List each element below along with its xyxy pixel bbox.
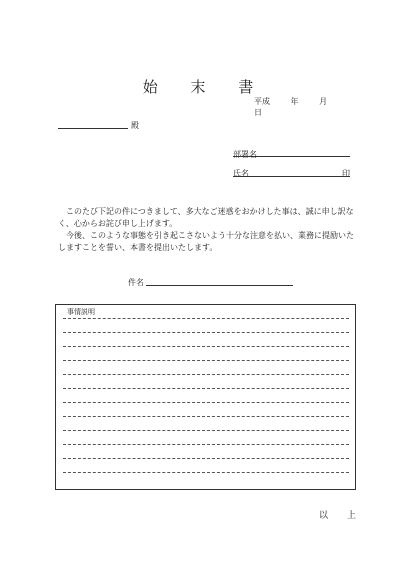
explanation-rule xyxy=(63,332,349,333)
date-year: 年 xyxy=(290,97,299,106)
department-label: 部署名 xyxy=(233,150,257,159)
department-blank-line xyxy=(233,156,350,157)
explanation-rule xyxy=(63,416,349,417)
date-month: 月 xyxy=(319,97,328,106)
closing-text: 以 上 xyxy=(319,511,364,521)
explanation-rule xyxy=(63,388,349,389)
document-title: 始 末 書 xyxy=(142,78,268,96)
explanation-rule xyxy=(63,374,349,375)
explanation-rule xyxy=(63,472,349,473)
explanation-rule xyxy=(63,360,349,361)
explanation-rule xyxy=(63,444,349,445)
name-blank-line xyxy=(233,176,350,177)
body-paragraph: このたび下記の件につきまして、多大なご迷惑をおかけした事は、誠に申し訳なく、心からお詫び申し上げます。 xyxy=(58,207,354,228)
addressee-suffix: 殿 xyxy=(131,121,139,130)
body-text xyxy=(58,206,358,254)
date-day: 日 xyxy=(254,108,262,117)
addressee-blank-line xyxy=(58,127,128,129)
explanation-label: 事情説明 xyxy=(67,308,95,316)
explanation-rule xyxy=(63,346,349,347)
seal-label: 印 xyxy=(342,169,350,178)
explanation-rule xyxy=(63,430,349,431)
date-era: 平成 xyxy=(254,97,270,106)
subject-blank-line xyxy=(146,285,293,286)
subject-label: 件名 xyxy=(128,278,144,287)
body-paragraph: 今後、このような事態を引き起こさないよう十分な注意を払い、業務に提励いたしますことを誓い、本書を提出いたします。 xyxy=(58,231,354,252)
explanation-rule xyxy=(63,318,349,319)
explanation-rule xyxy=(63,402,349,403)
name-label: 氏名 xyxy=(233,169,249,178)
date-line xyxy=(254,96,364,118)
explanation-rule xyxy=(63,458,349,459)
